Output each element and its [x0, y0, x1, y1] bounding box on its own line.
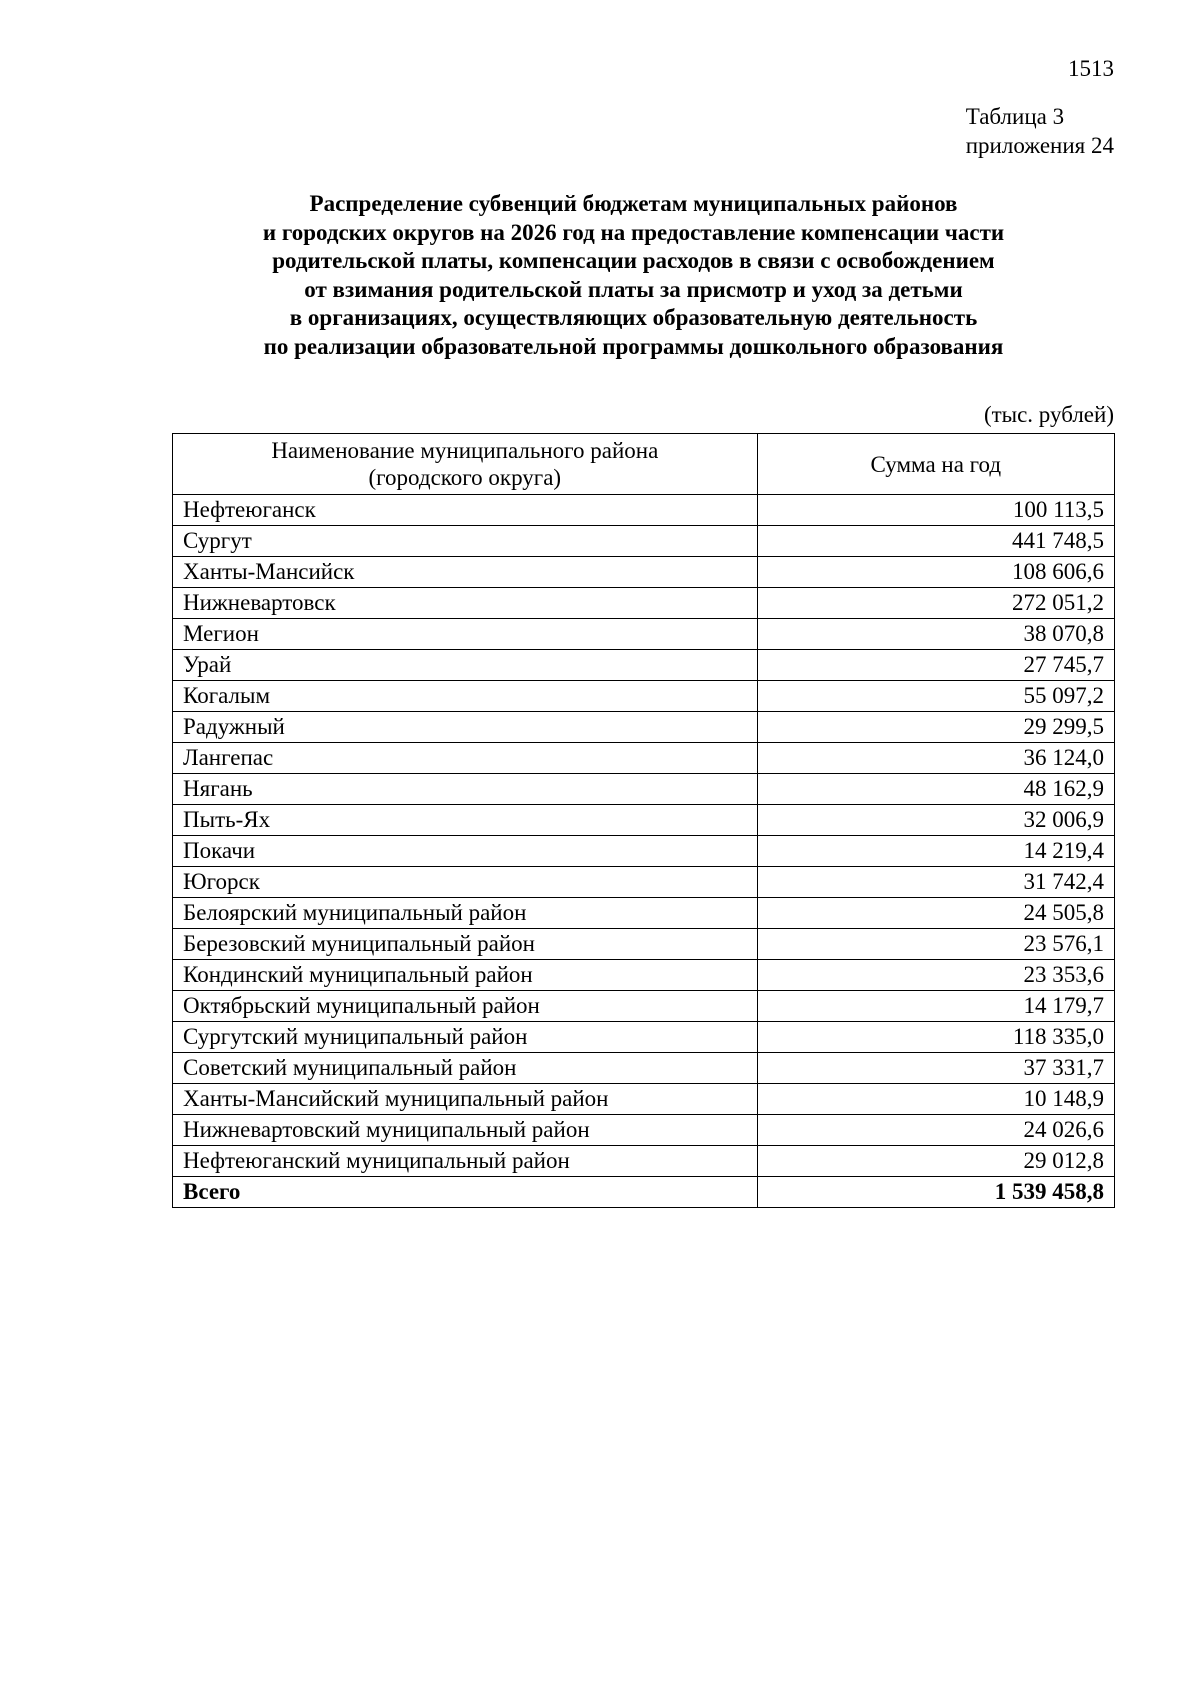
row-amount-cell: 55 097,2: [757, 681, 1114, 712]
table-row: [173, 898, 1115, 929]
row-amount-cell: 23 576,1: [757, 929, 1114, 960]
title-line: по реализации образовательной программы дошкольного образования: [263, 333, 1004, 359]
row-amount-cell: 36 124,0: [757, 743, 1114, 774]
page-number: 1513: [1068, 56, 1114, 81]
row-name-cell: Нефтеюганск: [173, 495, 758, 526]
table-row: [173, 743, 1115, 774]
table-row: [173, 681, 1115, 712]
row-amount-cell: 272 051,2: [757, 588, 1114, 619]
row-name-cell: Нефтеюганский муниципальный район: [173, 1146, 758, 1177]
table-row: [173, 1146, 1115, 1177]
title-line: родительской платы, компенсации расходов в связи с освобождением: [272, 248, 995, 273]
table-row: [173, 588, 1115, 619]
column-header-amount: Сумма на год: [757, 434, 1114, 495]
total-amount-cell: 1 539 458,8: [757, 1177, 1114, 1208]
row-name-cell: Нижневартовск: [173, 588, 758, 619]
column-header-name: [173, 434, 758, 495]
row-amount-cell: 29 299,5: [757, 712, 1114, 743]
row-amount-cell: 24 505,8: [757, 898, 1114, 929]
table-row: [173, 929, 1115, 960]
row-amount-cell: 14 179,7: [757, 991, 1114, 1022]
table-row: [173, 805, 1115, 836]
column-header-name-line: (городского округа): [368, 465, 562, 490]
row-name-cell: Березовский муниципальный район: [173, 929, 758, 960]
row-amount-cell: 32 006,9: [757, 805, 1114, 836]
table-row: [173, 650, 1115, 681]
row-amount-cell: 29 012,8: [757, 1146, 1114, 1177]
column-header-name-line: Наименование муниципального района: [271, 438, 659, 463]
row-name-cell: Лангепас: [173, 743, 758, 774]
row-name-cell: Сургутский муниципальный район: [173, 1022, 758, 1053]
total-label-cell: Всего: [173, 1177, 758, 1208]
row-name-cell: Ханты-Мансийск: [173, 557, 758, 588]
row-name-cell: Октябрьский муниципальный район: [173, 991, 758, 1022]
table-body: [173, 495, 1115, 1208]
table-row: [173, 991, 1115, 1022]
title-line: от взимания родительской платы за присмотр и уход за детьми: [304, 276, 963, 302]
table-header-row: [173, 434, 1115, 495]
row-amount-cell: 100 113,5: [757, 495, 1114, 526]
table-row: [173, 557, 1115, 588]
row-name-cell: Радужный: [173, 712, 758, 743]
row-name-cell: Когалым: [173, 681, 758, 712]
row-amount-cell: 118 335,0: [757, 1022, 1114, 1053]
table-reference-line: приложения 24: [965, 133, 1114, 158]
table-row: [173, 1084, 1115, 1115]
row-amount-cell: 37 331,7: [757, 1053, 1114, 1084]
table-row: [173, 619, 1115, 650]
row-name-cell: Югорск: [173, 867, 758, 898]
title-line: Распределение субвенций бюджетам муниципальных районов: [309, 191, 958, 216]
row-name-cell: Нижневартовский муниципальный район: [173, 1115, 758, 1146]
row-amount-cell: 108 606,6: [757, 557, 1114, 588]
row-name-cell: Покачи: [173, 836, 758, 867]
row-amount-cell: 24 026,6: [757, 1115, 1114, 1146]
table-row: [173, 836, 1115, 867]
table-row: [173, 867, 1115, 898]
table-reference: [966, 102, 1114, 160]
row-name-cell: Советский муниципальный район: [173, 1053, 758, 1084]
table-reference-line: Таблица 3: [965, 104, 1065, 129]
document-title: [160, 190, 1107, 361]
row-name-cell: Белоярский муниципальный район: [173, 898, 758, 929]
table-row: [173, 774, 1115, 805]
row-name-cell: Нягань: [173, 774, 758, 805]
row-amount-cell: 31 742,4: [757, 867, 1114, 898]
table-row: [173, 1053, 1115, 1084]
row-name-cell: Урай: [173, 650, 758, 681]
table-row: [173, 712, 1115, 743]
row-name-cell: Сургут: [173, 526, 758, 557]
table-row: [173, 960, 1115, 991]
table-row: [173, 1022, 1115, 1053]
row-amount-cell: 23 353,6: [757, 960, 1114, 991]
row-name-cell: Кондинский муниципальный район: [173, 960, 758, 991]
row-amount-cell: 441 748,5: [757, 526, 1114, 557]
table-row: [173, 1115, 1115, 1146]
subvention-table: [172, 433, 1115, 1208]
table-total-row: [173, 1177, 1115, 1208]
row-name-cell: Мегион: [173, 619, 758, 650]
table-row: [173, 526, 1115, 557]
row-amount-cell: 10 148,9: [757, 1084, 1114, 1115]
units-label: (тыс. рублей): [983, 402, 1114, 427]
row-amount-cell: 14 219,4: [757, 836, 1114, 867]
row-amount-cell: 38 070,8: [757, 619, 1114, 650]
title-line: в организациях, осуществляющих образовательную деятельность: [289, 305, 978, 330]
table-row: [173, 495, 1115, 526]
row-name-cell: Ханты-Мансийский муниципальный район: [173, 1084, 758, 1115]
row-amount-cell: 48 162,9: [757, 774, 1114, 805]
row-amount-cell: 27 745,7: [757, 650, 1114, 681]
row-name-cell: Пыть-Ях: [173, 805, 758, 836]
title-line: и городских округов на 2026 год на предоставление компенсации части: [262, 219, 1005, 245]
